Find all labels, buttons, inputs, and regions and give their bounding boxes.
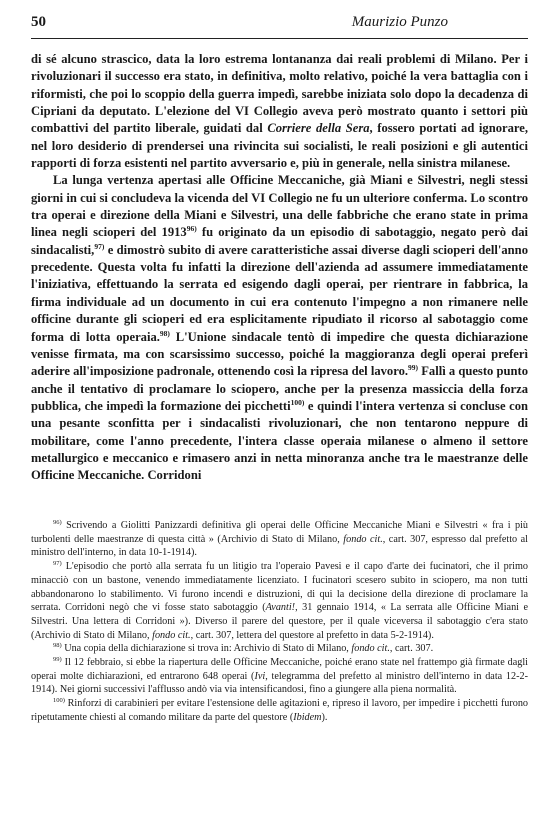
paragraph-1: di sé alcuno strascico, data la loro estrema lontananza dai reali problemi di Milano. Per i rivoluzionari il successo era stato, in definitiva, molto relativo, poiché la vera battaglia con i riformisti, che poi lo scoppio della guerra impedì, sarebbe iniziata solo dopo la decadenza di Cipriani da deputato. L'elezione del VI Collegio aveva però mostrato quanto i settori più combattivi del partito liberale, guidati dal Corriere della Sera, fossero portati ad ignorare, nel loro desiderio di prendersei una rivincita sui socialisti, le reali posizioni e gli autentici rapporti di forza esistenti nel partito avversario e, più in generale, nella sinistra milanese. (31, 52, 528, 171)
page-header (31, 14, 528, 39)
running-head: Maurizio Punzo (351, 14, 448, 30)
footnote-ref-97[interactable]: 97) (94, 241, 105, 251)
book-page (31, 14, 529, 723)
main-text (31, 51, 528, 485)
footnote-100: $^{100)}$ Rinforzi di carabinieri per evitare l'estensione delle agitazioni e, ripreso il lavoro, per impedire i picchetti furono ripetutamente chiesti al comando militare da parte del questore (Ibidem). (31, 697, 529, 723)
newspaper-title: Corriere della Sera (267, 121, 370, 136)
footnote-ref-96[interactable]: 96) (186, 224, 197, 234)
footnote-96: $^{96)}$ Scrivendo a Giolitti Panizzardi definitiva gli operai delle Officine Meccaniche Miani e Silvestri « fra i più turbolenti delle maestranze di questa città » (Archivio di Stato di Milano, fondo cit., cart. 307, espresso dal prefetto al ministro dell'interno, in data 10-1-1914). (31, 519, 529, 559)
footnote-98: $^{98)}$ Una copia della dichiarazione si trova in: Archivio di Stato di Milano, fondo cit., cart. 307. (53, 642, 434, 655)
footnote-ref-100[interactable]: 100) (290, 397, 305, 407)
footnote-99: $^{99)}$ Il 12 febbraio, si ebbe la riapertura delle Officine Meccaniche, poiché erano state nel frattempo già firmate dagli operai molte dichiarazioni, ed entrarono 648 operai (Ivi, telegramma del prefetto al ministro dell'interno in data 12-2-1914). Nei giorni successivi l'afflusso andò via via intensificandosi, fino a giungere alla piena normalità. (31, 656, 529, 696)
footnote-ref-98[interactable]: 98) (159, 328, 170, 338)
paragraph-2: La lunga vertenza apertasi alle Officine Meccaniche, già Miani e Silvestri, negli stessi giorni in cui si concludeva la vicenda del VI Collegio ne fu un ulteriore conferma. Lo scontro tra operai e direzione della Miani e Silvestri, una delle fabbriche che erano state in prima linea negli scioperi del 1913$^{96)}$ fu originato da un episodio di sabotaggio, negato però dai sindacalisti,$^{97)}$ e dimostrò subito di avere caratteristiche assai diverse dagli scioperi dell'anno precedente. Questa volta fu infatti la direzione dell'azienda ad assumere immediatamente l'iniziativa, effettuando la serrata ed esigendo dagli operai, per rientrare in fabbrica, la firma individuale ad un documento in cui era contenuto l'impegno a non rimanere nelle officine durante gli scioperi ed era esplicitamente ripudiato il ricorso al sabotaggio come forma di lotta operaia.$^{98)}$ L'Unione sindacale tentò di impedire che questa dichiarazione venisse firmata, ma con scarsissimo successo, poiché la maggioranza degli operai preferì aderire all'imposizione padronale, ottenendo così la ripresa del lavoro.$^{99)}$ Fallì a questo punto anche il tentativo di proclamare lo sciopero, anche per la presenza massiccia della forza pubblica, che impedì la formazione dei picchetti$^{100)}$ e quindi l'intera vertenza si concluse con una pesante sconfitta per i sindacalisti rivoluzionari, che non tentarono neppure di mobilitare, come l'anno precedente, l'intera classe operaia milanese o almeno il settore metallurgico e meccanico e rimasero anzi in netta minoranza anche tra le maestranze delle Officine Meccaniche. Corridoni (31, 173, 528, 483)
page-number: 50 (31, 14, 46, 30)
footnote-97: $^{97)}$ L'episodio che portò alla serrata fu un litigio tra l'operaio Pavesi e il capo d'arte dei fucinatori, che il primo minacciò con un bastone, venendo immediatamente licenziato. I fucinatori scesero subito in sciopero, ma non tutti abbandonarono lo stabilimento. Vi furono incendi e distruzioni, di qui la decisione della direzione di proclamare la serrata. Corridoni negò che vi fosse stato sabotaggio (Avanti!, 31 gennaio 1914, « La serrata alle Officine Miani e Silvestri. Una lettera di Corridoni »). Diverso il parere del questore, per il quale viceversa il sabotaggio c'era stato (Archivio di Stato di Milano, fondo cit., cart. 307, lettera del questore al prefetto in data 5-2-1914). (31, 560, 529, 641)
footnotes (31, 519, 528, 725)
footnote-ref-99[interactable]: 99) (408, 363, 419, 373)
